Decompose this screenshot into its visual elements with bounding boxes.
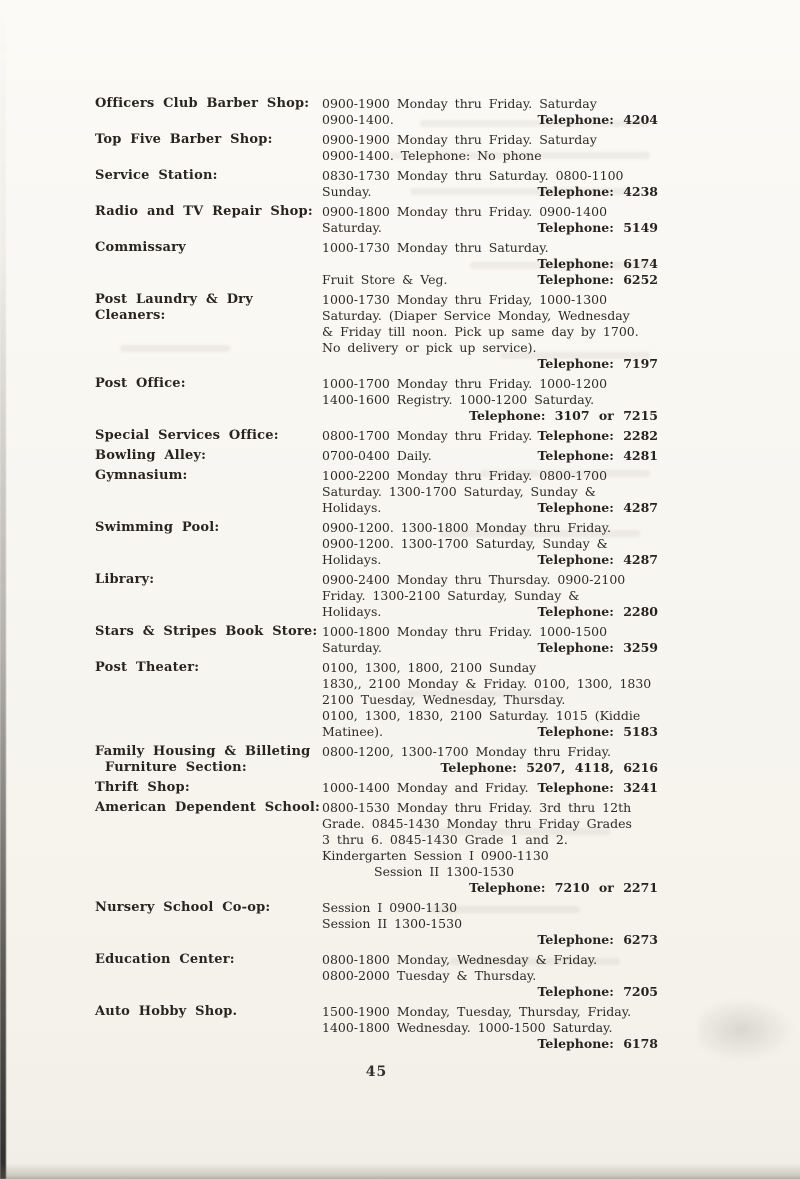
hours-text: Holidays.	[322, 552, 382, 567]
entry-hours	[322, 240, 658, 288]
directory-entry	[95, 168, 658, 200]
directory-entry	[95, 660, 658, 740]
directory-entry	[95, 1004, 658, 1052]
directory-entry	[95, 520, 658, 568]
telephone: Telephone: 6273	[537, 932, 658, 947]
entry-label: Family Housing & Billeting	[95, 744, 311, 759]
entry-hours	[322, 96, 658, 128]
hours-text: Matinee).	[322, 724, 383, 739]
entry-hours	[322, 744, 658, 776]
hours-line	[322, 640, 658, 656]
hours-line	[322, 952, 658, 968]
entry-label-block	[95, 240, 322, 256]
hours-line	[322, 204, 658, 220]
directory-listing	[95, 96, 658, 1056]
entry-label-block	[95, 448, 322, 464]
telephone: Telephone: 4238	[537, 184, 658, 199]
hours-line	[322, 604, 658, 620]
hours-text: 1000-2200 Monday thru Friday. 0800-1700	[322, 468, 608, 483]
entry-hours	[322, 520, 658, 568]
directory-entry	[95, 428, 658, 444]
telephone: Telephone: 7205	[537, 984, 658, 999]
hours-line	[322, 660, 658, 676]
telephone: Telephone: 3107 or 7215	[469, 408, 658, 423]
entry-hours	[322, 376, 658, 424]
hours-text: 1400-1600 Registry. 1000-1200 Saturday.	[322, 392, 595, 407]
hours-line	[322, 536, 658, 552]
entry-label: Commissary	[95, 240, 186, 255]
hours-line	[322, 340, 658, 356]
hours-text: 0800-1800 Monday, Wednesday & Friday.	[322, 952, 598, 967]
hours-text: 3 thru 6. 0845-1430 Grade 1 and 2.	[322, 832, 568, 847]
telephone: Telephone: 7197	[537, 356, 658, 371]
hours-line	[322, 96, 658, 112]
hours-line	[322, 1004, 658, 1020]
hours-line	[322, 500, 658, 516]
hours-text: Friday. 1300-2100 Saturday, Sunday &	[322, 588, 580, 603]
hours-text: Saturday.	[322, 220, 382, 235]
hours-line	[322, 676, 658, 692]
hours-line	[322, 308, 658, 324]
hours-line	[322, 184, 658, 200]
entry-label-block	[95, 520, 322, 536]
hours-text: 1830,, 2100 Monday & Friday. 0100, 1300, 1830	[322, 676, 652, 691]
telephone: Telephone: 6252	[537, 272, 658, 287]
hours-line	[322, 588, 658, 604]
entry-label: Special Services Office:	[95, 428, 279, 443]
hours-text: 1400-1800 Wednesday. 1000-1500 Saturday.	[322, 1020, 613, 1035]
entry-label-block	[95, 168, 322, 184]
entry-hours	[322, 132, 658, 164]
entry-label: Gymnasium:	[95, 468, 188, 483]
entry-label: Service Station:	[95, 168, 218, 183]
hours-text: 0900-1400.	[322, 112, 394, 127]
directory-entry	[95, 240, 658, 288]
hours-text: 1000-1730 Monday thru Friday, 1000-1300	[322, 292, 608, 307]
entry-hours	[322, 952, 658, 1000]
directory-entry	[95, 800, 658, 896]
hours-text: 0100, 1300, 1800, 2100 Sunday	[322, 660, 537, 675]
hours-text: Session II 1300-1530	[374, 864, 515, 879]
hours-line	[322, 148, 658, 164]
directory-entry	[95, 572, 658, 620]
entry-label-block	[95, 780, 322, 796]
telephone: Telephone: 6174	[537, 256, 658, 271]
hours-line	[322, 1020, 658, 1036]
hours-text: 0830-1730 Monday thru Saturday. 0800-1100	[322, 168, 624, 183]
hours-text: Session I 0900-1130	[322, 900, 458, 915]
telephone: Telephone: 2280	[537, 604, 658, 619]
hours-text: 0900-2400 Monday thru Thursday. 0900-2100	[322, 572, 626, 587]
hours-line	[322, 468, 658, 484]
hours-line	[322, 880, 658, 896]
entry-label: Post Theater:	[95, 660, 200, 675]
hours-text: Saturday. (Diaper Service Monday, Wednesday	[322, 308, 630, 323]
hours-text: Sunday.	[322, 184, 372, 199]
entry-hours	[322, 660, 658, 740]
hours-line	[322, 832, 658, 848]
directory-entry	[95, 624, 658, 656]
entry-hours	[322, 900, 658, 948]
entry-label: Post Office:	[95, 376, 186, 391]
entry-label-block	[95, 376, 322, 392]
page-edge-shadow-left	[0, 0, 6, 1179]
entry-label: Bowling Alley:	[95, 448, 207, 463]
entry-hours	[322, 448, 658, 464]
entry-hours	[322, 1004, 658, 1052]
entry-label: Stars & Stripes Book Store:	[95, 624, 318, 639]
hours-text: 0100, 1300, 1830, 2100 Saturday. 1015 (Kiddie	[322, 708, 641, 723]
telephone: Telephone: 4281	[537, 448, 658, 463]
entry-label: Library:	[95, 572, 155, 587]
hours-line	[322, 112, 658, 128]
hours-line	[322, 780, 658, 796]
hours-text: 1000-1400 Monday and Friday.	[322, 780, 529, 795]
hours-text: No delivery or pick up service).	[322, 340, 537, 355]
hours-text: & Friday till noon. Pick up same day by 1700.	[322, 324, 639, 339]
hours-text: 0800-2000 Tuesday & Thursday.	[322, 968, 537, 983]
hours-line	[322, 272, 658, 288]
entry-label-block	[95, 800, 322, 816]
hours-line	[322, 292, 658, 308]
entry-label-block	[95, 624, 322, 640]
page-edge-shadow-bottom	[0, 1163, 800, 1179]
hours-text: 0900-1400. Telephone: No phone	[322, 148, 542, 163]
entry-label: Thrift Shop:	[95, 780, 190, 795]
hours-line	[322, 392, 658, 408]
hours-text: Fruit Store & Veg.	[322, 272, 448, 287]
hours-line	[322, 968, 658, 984]
entry-label: Swimming Pool:	[95, 520, 220, 535]
telephone: Telephone: 5207, 4118, 6216	[440, 760, 658, 775]
hours-text: Saturday.	[322, 640, 382, 655]
directory-entry	[95, 780, 658, 796]
entry-label: Top Five Barber Shop:	[95, 132, 273, 147]
hours-line	[322, 376, 658, 392]
telephone: Telephone: 6178	[537, 1036, 658, 1051]
entry-hours	[322, 624, 658, 656]
hours-line	[322, 900, 658, 916]
hours-line	[322, 220, 658, 236]
directory-entry	[95, 952, 658, 1000]
telephone: Telephone: 5183	[537, 724, 658, 739]
hours-line	[322, 932, 658, 948]
directory-entry	[95, 376, 658, 424]
entry-label-block	[95, 660, 322, 676]
entry-hours	[322, 428, 658, 444]
entry-hours	[322, 800, 658, 896]
entry-hours	[322, 572, 658, 620]
hours-text: 1500-1900 Monday, Tuesday, Thursday, Friday.	[322, 1004, 632, 1019]
entry-hours	[322, 292, 658, 372]
entry-hours	[322, 204, 658, 236]
smudge-artifact	[698, 998, 794, 1062]
hours-text: 1000-1700 Monday thru Friday. 1000-1200	[322, 376, 608, 391]
hours-line	[322, 256, 658, 272]
hours-text: Kindergarten Session I 0900-1130	[322, 848, 549, 863]
entry-label-block	[95, 1004, 322, 1020]
hours-text: Saturday. 1300-1700 Saturday, Sunday &	[322, 484, 596, 499]
entry-label-block	[95, 468, 322, 484]
directory-entry	[95, 744, 658, 776]
hours-line	[322, 408, 658, 424]
hours-text: 0900-1800 Monday thru Friday. 0900-1400	[322, 204, 608, 219]
entry-label-block	[95, 744, 322, 776]
hours-line	[322, 724, 658, 740]
hours-line	[322, 484, 658, 500]
hours-line	[322, 324, 658, 340]
hours-line	[322, 572, 658, 588]
hours-text: 0900-1200. 1300-1800 Monday thru Friday.	[322, 520, 612, 535]
hours-text: 0800-1200, 1300-1700 Monday thru Friday.	[322, 744, 612, 759]
entry-label-block	[95, 900, 322, 916]
telephone: Telephone: 2282	[537, 428, 658, 443]
hours-line	[322, 168, 658, 184]
hours-line	[322, 848, 658, 864]
hours-line	[322, 552, 658, 568]
hours-line	[322, 800, 658, 816]
entry-label-block	[95, 292, 322, 324]
hours-text: 0900-1900 Monday thru Friday. Saturday	[322, 132, 597, 147]
hours-text: Grade. 0845-1430 Monday thru Friday Grades	[322, 816, 632, 831]
hours-line	[322, 428, 658, 444]
hours-text: 0900-1200. 1300-1700 Saturday, Sunday &	[322, 536, 608, 551]
entry-hours	[322, 168, 658, 200]
hours-text: 0700-0400 Daily.	[322, 448, 432, 463]
telephone: Telephone: 7210 or 2271	[469, 880, 658, 895]
telephone: Telephone: 5149	[537, 220, 658, 235]
entry-label-block	[95, 132, 322, 148]
telephone: Telephone: 3259	[537, 640, 658, 655]
directory-entry	[95, 468, 658, 516]
hours-text: 1000-1730 Monday thru Saturday.	[322, 240, 549, 255]
telephone: Telephone: 4287	[537, 552, 658, 567]
entry-label-line2: Furniture Section:	[105, 760, 247, 775]
entry-label-block	[95, 96, 322, 112]
entry-hours	[322, 780, 658, 796]
entry-hours	[322, 468, 658, 516]
telephone: Telephone: 4204	[537, 112, 658, 127]
entry-label-block	[95, 204, 322, 220]
entry-label: Education Center:	[95, 952, 235, 967]
hours-text: 1000-1800 Monday thru Friday. 1000-1500	[322, 624, 608, 639]
hours-text: 0900-1900 Monday thru Friday. Saturday	[322, 96, 597, 111]
entry-label-block	[95, 952, 322, 968]
entry-label: Post Laundry & Dry Cleaners:	[95, 292, 253, 323]
hours-line	[322, 984, 658, 1000]
hours-line	[322, 520, 658, 536]
directory-entry	[95, 204, 658, 236]
hours-line	[322, 1036, 658, 1052]
entry-label-block	[95, 572, 322, 588]
hours-text: 0800-1700 Monday thru Friday.	[322, 428, 533, 443]
page-number: 45	[365, 1064, 388, 1080]
hours-line	[322, 708, 658, 724]
telephone: Telephone: 3241	[537, 780, 658, 795]
entry-label: Radio and TV Repair Shop:	[95, 204, 313, 219]
entry-label: Nursery School Co-op:	[95, 900, 271, 915]
directory-entry	[95, 900, 658, 948]
hours-line	[322, 448, 658, 464]
hours-text: Holidays.	[322, 500, 382, 515]
hours-text: 2100 Tuesday, Wednesday, Thursday.	[322, 692, 566, 707]
hours-line	[322, 132, 658, 148]
hours-line	[322, 864, 658, 880]
entry-label: Auto Hobby Shop.	[95, 1004, 238, 1019]
hours-line	[322, 816, 658, 832]
hours-text: Holidays.	[322, 604, 382, 619]
hours-line	[322, 692, 658, 708]
directory-entry	[95, 132, 658, 164]
hours-line	[322, 744, 658, 760]
hours-text: Session II 1300-1530	[322, 916, 463, 931]
hours-line	[322, 624, 658, 640]
hours-line	[322, 240, 658, 256]
entry-label: American Dependent School:	[95, 800, 320, 815]
telephone: Telephone: 4287	[537, 500, 658, 515]
directory-entry	[95, 292, 658, 372]
hours-line	[322, 356, 658, 372]
directory-entry	[95, 96, 658, 128]
hours-line	[322, 760, 658, 776]
hours-line	[322, 916, 658, 932]
entry-label-block	[95, 428, 322, 444]
directory-entry	[95, 448, 658, 464]
entry-label: Officers Club Barber Shop:	[95, 96, 310, 111]
hours-text: 0800-1530 Monday thru Friday. 3rd thru 12th	[322, 800, 632, 815]
